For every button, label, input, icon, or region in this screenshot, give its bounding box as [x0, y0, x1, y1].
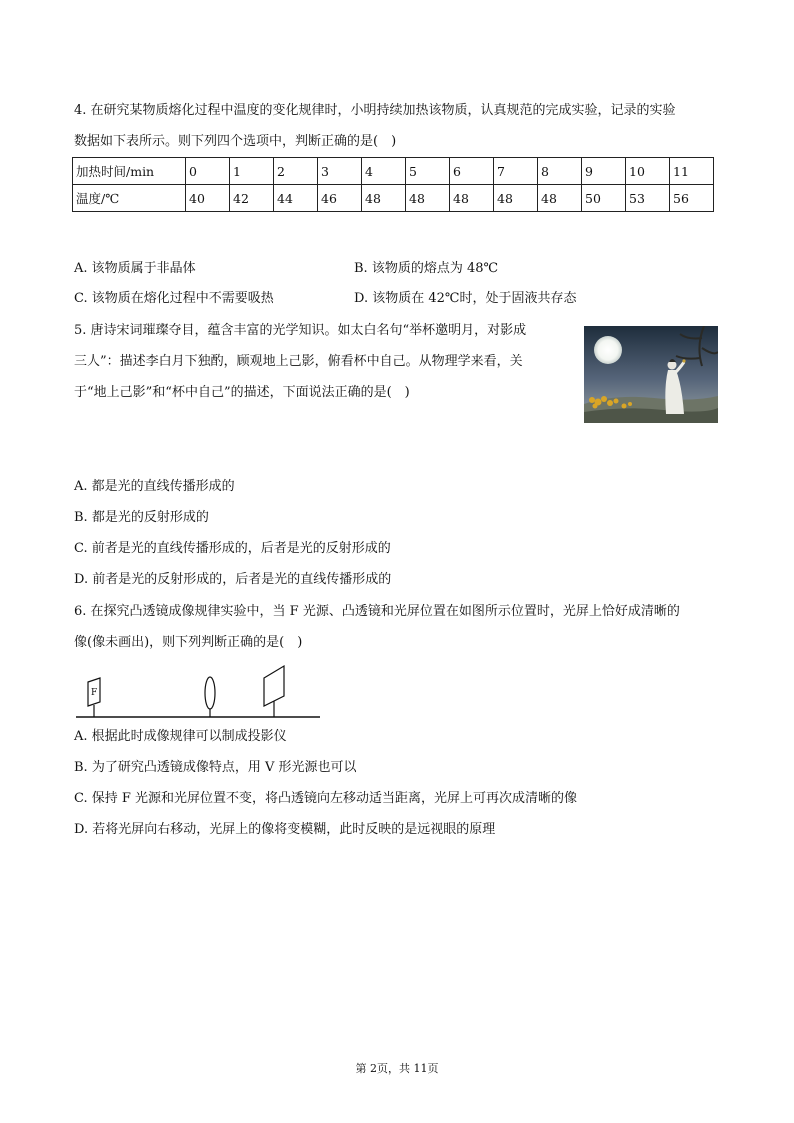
- q5-stem-line2: 三人”：描述李白月下独酌，顾观地上己影，俯看杯中自己。从物理学来看，关: [74, 354, 523, 369]
- table-cell: 48: [406, 185, 450, 212]
- table-cell: 46: [318, 185, 362, 212]
- table-cell: 7: [494, 158, 538, 185]
- table-cell: 56: [670, 185, 714, 212]
- table-cell: 48: [538, 185, 582, 212]
- q4-option-d: D. 该物质在 42℃时，处于固液共存态: [354, 291, 577, 306]
- q5-option-a: A. 都是光的直线传播形成的: [74, 479, 235, 494]
- q6-option-a: A. 根据此时成像规律可以制成投影仪: [74, 729, 287, 744]
- q6-option-d: D. 若将光屏向右移动，光屏上的像将变模糊，此时反映的是远视眼的原理: [74, 822, 496, 837]
- table-cell: 4: [362, 158, 406, 185]
- table-row: [73, 158, 714, 185]
- q6-stem-line1: 6. 在探究凸透镜成像规律实验中，当 F 光源、凸透镜和光屏位置在如图所示位置时，光屏上恰好成清晰的: [74, 604, 680, 619]
- table-cell: 48: [362, 185, 406, 212]
- q4-data-table: [72, 157, 714, 212]
- table-cell: 50: [582, 185, 626, 212]
- table-cell: 53: [626, 185, 670, 212]
- table-cell: 11: [670, 158, 714, 185]
- table-cell: 5: [406, 158, 450, 185]
- table-cell: 9: [582, 158, 626, 185]
- q4-stem-line1: 4. 在研究某物质熔化过程中温度的变化规律时，小明持续加热该物质，认真规范的完成实验，记录的实验: [74, 103, 676, 118]
- q5-option-d: D. 前者是光的反射形成的，后者是光的直线传播形成的: [74, 572, 392, 587]
- table-cell: 6: [450, 158, 494, 185]
- table-cell: 0: [186, 158, 230, 185]
- table-cell: 48: [494, 185, 538, 212]
- q5-option-c: C. 前者是光的直线传播形成的，后者是光的反射形成的: [74, 541, 391, 556]
- table-cell: 3: [318, 158, 362, 185]
- q4-stem-line2: 数据如下表所示。则下列四个选项中，判断正确的是( ): [74, 134, 397, 149]
- moonlit-poet-illustration: [584, 326, 718, 423]
- q4-option-a: A. 该物质属于非晶体: [74, 261, 196, 276]
- light-screen: [264, 666, 284, 717]
- table-cell: 40: [186, 185, 230, 212]
- optical-bench-diagram: [74, 660, 324, 720]
- table-cell: 8: [538, 158, 582, 185]
- q6-option-c: C. 保持 F 光源和光屏位置不变，将凸透镜向左移动适当距离，光屏上可再次成清晰的像: [74, 791, 578, 806]
- table-cell: 44: [274, 185, 318, 212]
- q5-stem-line3: 于“地上己影”和“杯中自己”的描述，下面说法正确的是( ): [74, 385, 410, 400]
- q5-option-b: B. 都是光的反射形成的: [74, 510, 209, 525]
- table-row: [73, 185, 714, 212]
- table-header-time: 加热时间/min: [73, 158, 186, 185]
- f-light-source-label: F: [91, 688, 98, 698]
- q6-option-b: B. 为了研究凸透镜成像特点，用 V 形光源也可以: [74, 760, 357, 775]
- table-cell: 10: [626, 158, 670, 185]
- table-cell: 48: [450, 185, 494, 212]
- q4-option-b: B. 该物质的熔点为 48℃: [354, 261, 499, 276]
- convex-lens: [205, 677, 215, 717]
- page-footer: 第 2页，共 11页: [355, 1062, 439, 1075]
- table-cell: 2: [274, 158, 318, 185]
- table-header-temperature: 温度/℃: [73, 185, 186, 212]
- table-cell: 1: [230, 158, 274, 185]
- q4-option-c: C. 该物质在熔化过程中不需要吸热: [74, 291, 274, 306]
- table-cell: 42: [230, 185, 274, 212]
- q6-stem-line2: 像(像未画出)，则下列判断正确的是( ): [74, 635, 303, 650]
- q5-stem-line1: 5. 唐诗宋词璀璨夺目，蕴含丰富的光学知识。如太白名句“举杯邀明月，对影成: [74, 323, 527, 338]
